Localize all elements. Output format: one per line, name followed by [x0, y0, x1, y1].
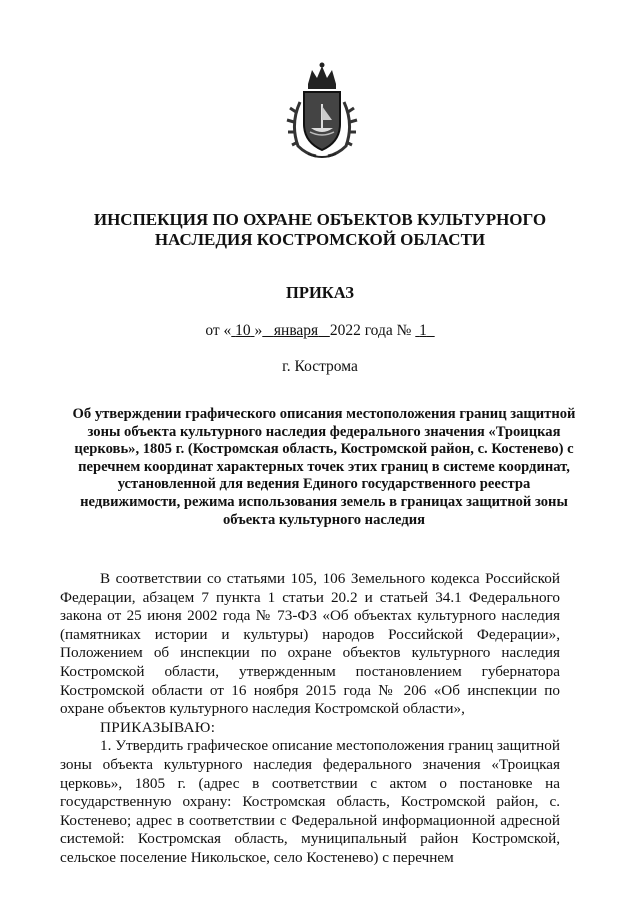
- order-date-line: [0, 322, 640, 340]
- document-type-title: ПРИКАЗ: [286, 283, 354, 302]
- organization-title: ИНСПЕКЦИЯ ПО ОХРАНЕ ОБЪЕКТОВ КУЛЬТУРНОГО НАСЛЕДИЯ КОСТРОМСКОЙ ОБЛАСТИ: [93, 210, 547, 249]
- order-subject: Об утверждении графического описания местоположения границ защитной зоны объекта культурного наследия федерального значения «Троицкая церковь», 1805 г. (Костромская область, Костромской район, с. Костенево) с перечнем координат характерных точек этих границ в системе координат, установленной для ведения Единого государственного реестра недвижимости, режима использования земель в границах защитной зоны объекта культурного наследия: [72, 406, 576, 528]
- document-city: г. Кострома: [282, 358, 358, 375]
- date-year-number-label: 2022 года №: [329, 322, 412, 339]
- order-number: 1: [419, 322, 427, 339]
- order-directive-word: ПРИКАЗЫВАЮ:: [100, 718, 216, 736]
- order-body: [60, 570, 560, 868]
- date-quote-close: »: [254, 322, 263, 339]
- preamble-paragraph: В соответствии со статьями 105, 106 Земельного кодекса Российской Федерации, абзацем 7 пункта 1 статьи 20.2 и статьей 34.1 Федерального закона от 25 июня 2002 года № 73-ФЗ «Об объектах культурного наследия (памятниках истории и культуры) народов Российской Федерации», Положением об инспекции по охране объектов культурного наследия Костромской области, утвержденным постановлением губернатора Костромской области от 16 ноября 2015 года № 206 «Об инспекции по охране объектов культурного наследия Костромской области»,: [60, 570, 560, 718]
- date-month: января: [273, 322, 319, 339]
- date-day: 10: [235, 322, 251, 339]
- order-item-1: 1. Утвердить графическое описание местоположения границ защитной зоны объекта культурного наследия федерального значения «Троицкая церковь», 1805 г. (адрес в соответствии с актом о постановке на государственную охрану: Костромская область, Костромской район, с. Костенево; адрес в соответствии с Федеральной информационной адресной системой: Костромская область, муниципальный район Костромской, сельское поселение Никольское, село Костенево) с перечнем: [60, 737, 560, 866]
- coat-of-arms-emblem: [286, 62, 358, 160]
- coat-of-arms-icon: [286, 62, 358, 160]
- date-prefix: от «: [205, 322, 232, 339]
